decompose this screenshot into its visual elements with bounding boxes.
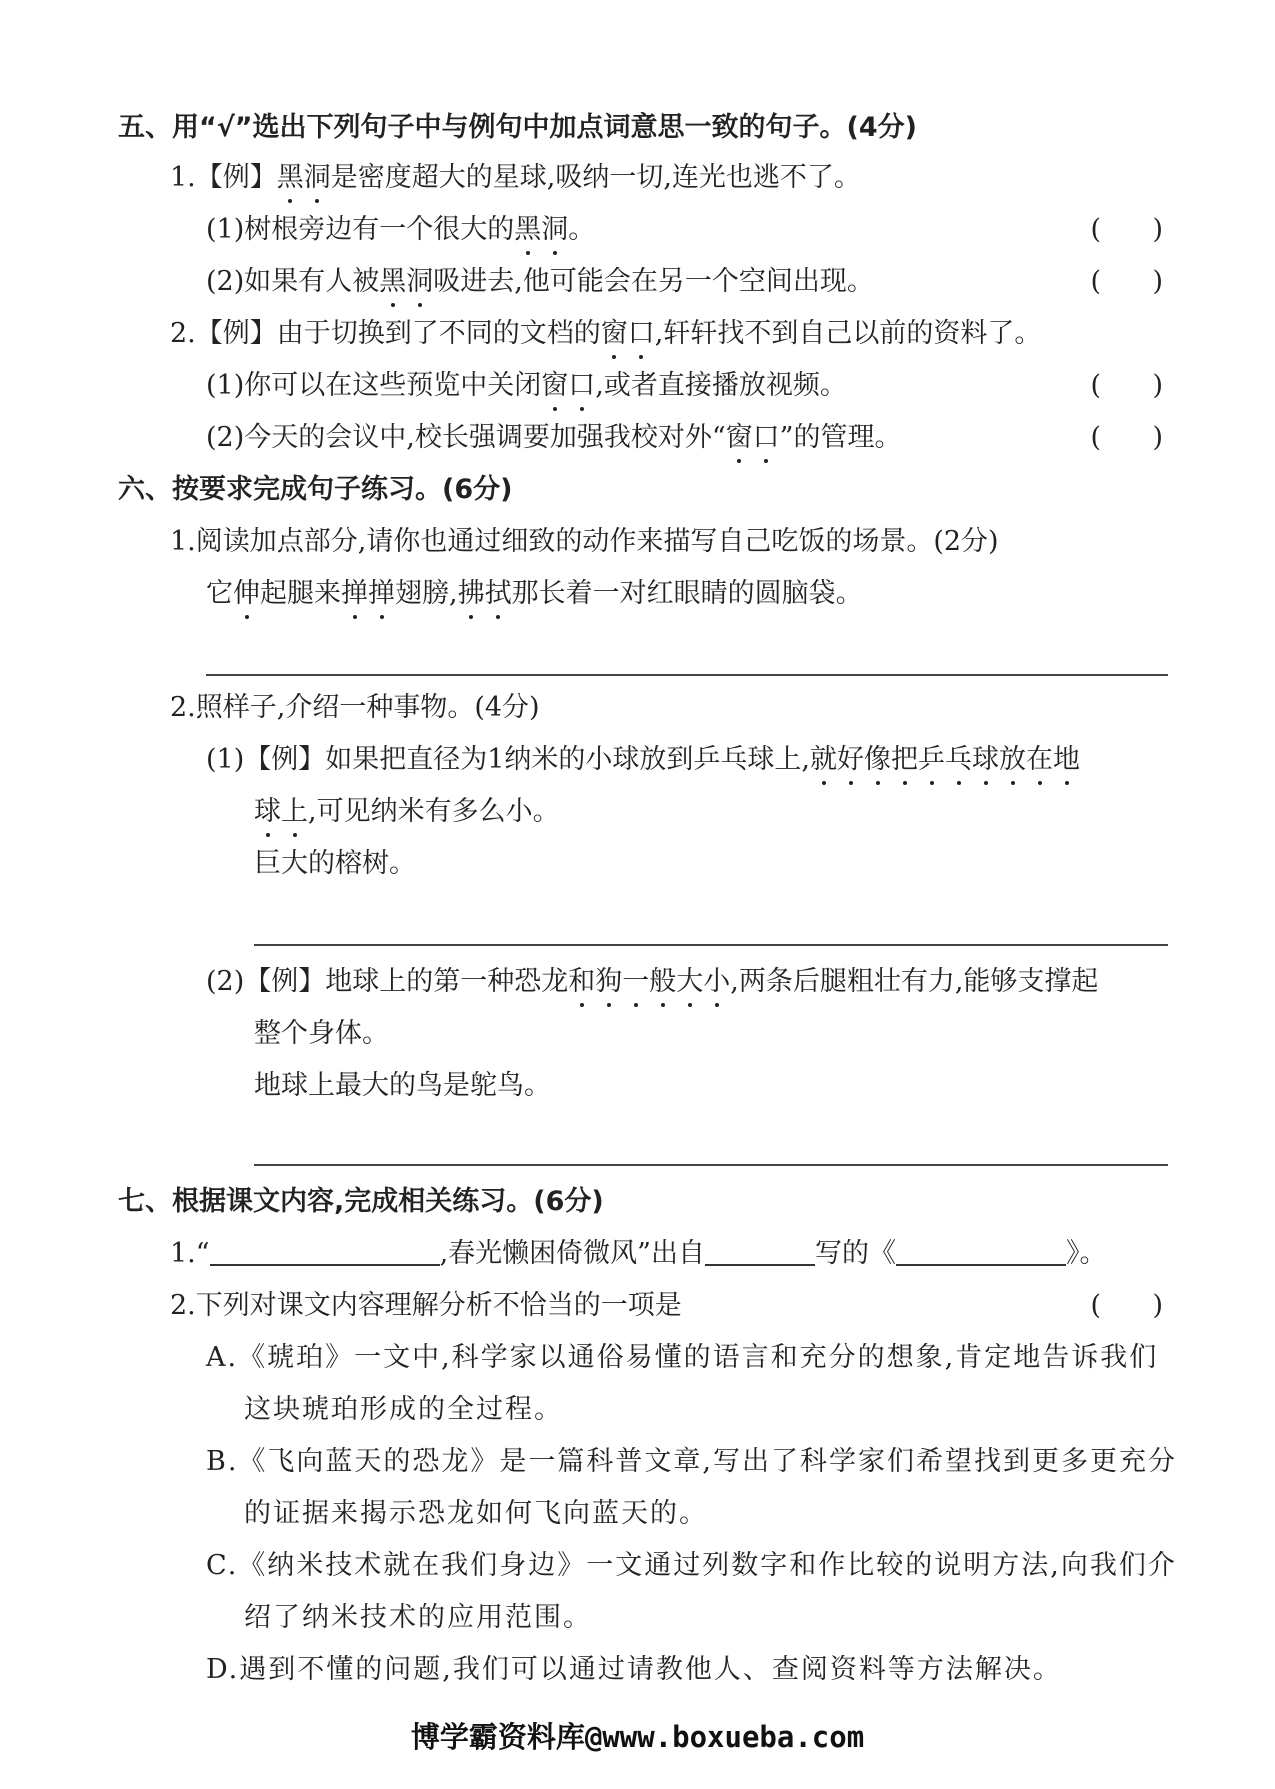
s6-q2-e1-dotted1 bbox=[810, 744, 1080, 775]
s5-q1-lead: 1.【例】 bbox=[170, 162, 277, 193]
s5-q2-lead: 2.【例】由于切换到了不同的文档的 bbox=[170, 318, 601, 349]
s7-q2-title: 2.下列对课文内容理解分析不恰当的一项是 bbox=[170, 1290, 682, 1321]
s6-q2-e2-line1 bbox=[206, 966, 1098, 998]
s6-q1-s4: 翅膀, bbox=[395, 578, 458, 609]
s6-q2-e2-line2: 整个身体。 bbox=[254, 1018, 389, 1049]
s6-q2-title: 2.照样子,介绍一种事物。(4分) bbox=[170, 692, 540, 723]
emphasis-char: 球 bbox=[254, 796, 281, 827]
watermark: 博学霸资料库@www.boxueba.com bbox=[410, 1720, 865, 1754]
s5-q1-option-1 bbox=[206, 214, 595, 246]
emphasis-char: 和 bbox=[568, 966, 596, 997]
s5-q2-dotted bbox=[601, 318, 655, 349]
emphasis-char: 口 bbox=[568, 370, 596, 401]
emphasis-char: 大 bbox=[676, 966, 704, 997]
section-5-title: 五、用“√”选出下列句子中与例句中加点词意思一致的句子。(4分) bbox=[118, 112, 917, 143]
s5-q1-o1-dotted bbox=[514, 214, 568, 245]
emphasis-char: 窗 bbox=[541, 370, 569, 401]
s7-q1-lead: 1.“ bbox=[170, 1238, 210, 1269]
blank-poem-title[interactable] bbox=[896, 1240, 1066, 1266]
s5-q1-o1-post: 。 bbox=[568, 214, 596, 245]
s6-q1-sentence bbox=[206, 578, 863, 610]
answer-paren-s7-q2[interactable]: ( ) bbox=[1090, 1290, 1163, 1321]
s5-q2-option-2 bbox=[206, 422, 901, 454]
emphasis-char: 放 bbox=[999, 744, 1027, 775]
s7-q1-end: 》。 bbox=[1065, 1238, 1107, 1269]
emphasis-char: 黑 bbox=[514, 214, 542, 245]
emphasis-char: 上 bbox=[281, 796, 308, 827]
choice-d-line1: D.遇到不懂的问题,我们可以通过请教他人、查阅资料等方法解决。 bbox=[206, 1654, 1062, 1685]
emphasis-char: 小 bbox=[703, 966, 731, 997]
s7-q1-mid1: ,春光懒困倚微风”出自 bbox=[439, 1238, 705, 1269]
emphasis-char: 球 bbox=[972, 744, 1000, 775]
s5-q1-o2-pre: (2)如果有人被 bbox=[206, 266, 380, 297]
s6-q2-e2-pre: (2)【例】地球上的第一种恐龙 bbox=[206, 966, 569, 997]
answer-paren-s5-q2-o1[interactable]: ( ) bbox=[1090, 370, 1163, 401]
emphasis-char: 把 bbox=[891, 744, 919, 775]
s5-q1-rest: 是密度超大的星球,吸纳一切,连光也逃不了。 bbox=[330, 162, 861, 193]
choice-a-line1: A.《琥珀》一文中,科学家以通俗易懂的语言和充分的想象,肯定地告诉我们 bbox=[206, 1342, 1159, 1373]
s5-q1-example bbox=[170, 162, 861, 194]
s6-q1-s2: 起腿来 bbox=[260, 578, 341, 609]
s6-q2-e2-post: ,两条后腿粗壮有力,能够支撑起 bbox=[730, 966, 1099, 997]
blank-poem-line[interactable] bbox=[210, 1240, 440, 1266]
s5-q1-o2-post: 吸进去,他可能会在另一个空间出现。 bbox=[433, 266, 874, 297]
answer-line-s6-q2-e2[interactable] bbox=[254, 1164, 1168, 1166]
s5-q2-o2-post: ”的管理。 bbox=[779, 422, 902, 453]
answer-paren-s5-q1-o2[interactable]: ( ) bbox=[1090, 266, 1163, 297]
emphasis-char: 口 bbox=[752, 422, 780, 453]
emphasis-char: 伸 bbox=[233, 578, 260, 609]
s5-q2-option-1 bbox=[206, 370, 847, 402]
emphasis-char: 般 bbox=[649, 966, 677, 997]
emphasis-char: 在 bbox=[1026, 744, 1054, 775]
s5-q1-o2-dotted bbox=[379, 266, 433, 297]
s6-q2-e2-prompt: 地球上最大的鸟是鸵鸟。 bbox=[254, 1070, 551, 1101]
s5-q2-o2-pre: (2)今天的会议中,校长强调要加强我校对外“ bbox=[206, 422, 726, 453]
s6-q2-e1-line2 bbox=[254, 796, 560, 828]
s5-q2-rest: ,轩轩找不到自己以前的资料了。 bbox=[654, 318, 1042, 349]
answer-line-s6-q1[interactable] bbox=[206, 674, 1168, 676]
s6-q2-e1-dotted2 bbox=[254, 796, 308, 827]
answer-paren-s5-q2-o2[interactable]: ( ) bbox=[1090, 422, 1163, 453]
s6-q2-e1-line1 bbox=[206, 744, 1080, 776]
choice-b-line1: B.《飞向蓝天的恐龙》是一篇科普文章,写出了科学家们希望找到更多更充分 bbox=[206, 1446, 1178, 1477]
choice-c-line1: C.《纳米技术就在我们身边》一文通过列数字和作比较的说明方法,向我们介 bbox=[206, 1550, 1177, 1581]
choice-c-line2: 绍了纳米技术的应用范围。 bbox=[244, 1602, 592, 1633]
answer-line-s6-q2-e1[interactable] bbox=[254, 944, 1168, 946]
section-7-title: 七、根据课文内容,完成相关练习。(6分) bbox=[118, 1186, 604, 1217]
emphasis-char: 拂 bbox=[457, 578, 485, 609]
emphasis-char: 好 bbox=[837, 744, 865, 775]
emphasis-char: 洞 bbox=[303, 162, 331, 193]
s7-q1 bbox=[170, 1238, 1106, 1270]
emphasis-char: 狗 bbox=[595, 966, 623, 997]
emphasis-char: 洞 bbox=[406, 266, 434, 297]
s6-q1-s0: 它 bbox=[206, 578, 233, 609]
s6-q1-s3-dotted bbox=[341, 578, 395, 609]
emphasis-char: 口 bbox=[627, 318, 655, 349]
s6-q2-e2-dotted bbox=[568, 966, 730, 997]
section-6-title: 六、按要求完成句子练习。(6分) bbox=[118, 474, 513, 505]
emphasis-char: 窗 bbox=[725, 422, 753, 453]
s6-q2-e1-pre: (1)【例】如果把直径为1纳米的小球放到乒乓球上, bbox=[206, 744, 811, 775]
s6-q1-s1-dotted bbox=[233, 578, 260, 609]
s5-q2-o1-dotted bbox=[541, 370, 595, 401]
blank-author[interactable] bbox=[705, 1240, 815, 1266]
choice-a-line2: 这块琥珀形成的全过程。 bbox=[244, 1394, 563, 1425]
emphasis-char: 掸 bbox=[368, 578, 395, 609]
s5-q2-o1-post: ,或者直接播放视频。 bbox=[595, 370, 847, 401]
emphasis-char: 黑 bbox=[276, 162, 304, 193]
emphasis-char: 就 bbox=[810, 744, 838, 775]
s5-q1-option-2 bbox=[206, 266, 874, 298]
emphasis-char: 乓 bbox=[945, 744, 973, 775]
choice-b-line2: 的证据来揭示恐龙如何飞向蓝天的。 bbox=[244, 1498, 708, 1529]
emphasis-char: 窗 bbox=[600, 318, 628, 349]
s5-q2-o1-pre: (1)你可以在这些预览中关闭 bbox=[206, 370, 542, 401]
s6-q1-title: 1.阅读加点部分,请你也通过细致的动作来描写自己吃饭的场景。(2分) bbox=[170, 526, 999, 557]
s6-q1-s5-dotted bbox=[458, 578, 512, 609]
s5-q2-example bbox=[170, 318, 1041, 350]
s6-q2-e1-post: ,可见纳米有多么小。 bbox=[308, 796, 560, 827]
emphasis-char: 地 bbox=[1053, 744, 1081, 775]
emphasis-char: 掸 bbox=[341, 578, 368, 609]
answer-paren-s5-q1-o1[interactable]: ( ) bbox=[1090, 214, 1163, 245]
emphasis-char: 拭 bbox=[484, 578, 512, 609]
s6-q1-s6: 那长着一对红眼睛的圆脑袋。 bbox=[511, 578, 863, 609]
s7-q1-mid2: 写的《 bbox=[814, 1238, 896, 1269]
s5-q2-o2-dotted bbox=[726, 422, 780, 453]
emphasis-char: 乒 bbox=[918, 744, 946, 775]
emphasis-char: 一 bbox=[622, 966, 650, 997]
s5-q1-o1-pre: (1)树根旁边有一个很大的 bbox=[206, 214, 515, 245]
emphasis-char: 洞 bbox=[541, 214, 569, 245]
s6-q2-e1-prompt: 巨大的榕树。 bbox=[254, 848, 416, 879]
emphasis-char: 黑 bbox=[379, 266, 407, 297]
s5-q1-dotted-word bbox=[277, 162, 331, 193]
emphasis-char: 像 bbox=[864, 744, 892, 775]
